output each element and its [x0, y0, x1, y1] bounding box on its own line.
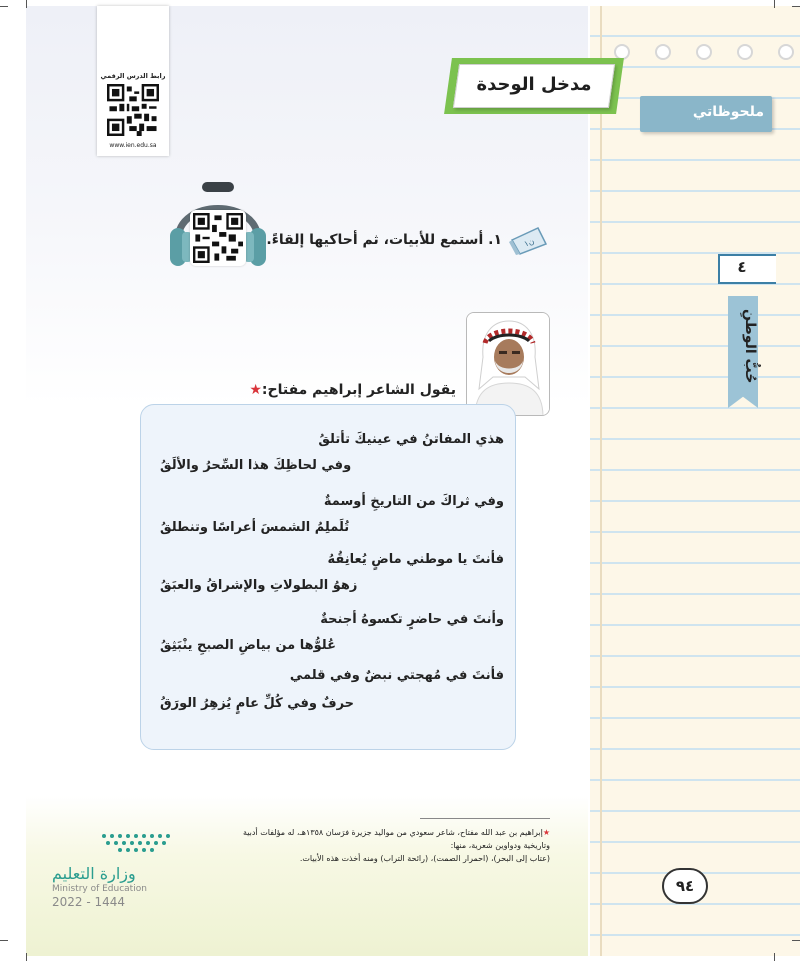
- verse-second-hemistich: عُلوُّها من بياضِ الصبحِ ينْبَثِقُ: [160, 638, 336, 653]
- footnote-rule: [420, 818, 550, 819]
- poem-intro-text: يقول الشاعر إبراهيم مفتاح:: [261, 382, 456, 398]
- poet-photo: [467, 313, 550, 416]
- crop-mark: [26, 0, 27, 8]
- verse-first-hemistich: وأنتَ في حاضرٍ تكسوهُ أجنحةٌ: [320, 612, 504, 627]
- footnote-star-icon: ★: [542, 828, 550, 837]
- page-number: ٩٤: [675, 877, 695, 895]
- verse-second-hemistich: تُلَملِمُ الشمسَ أعراسًا وتنطلقُ: [160, 520, 350, 535]
- activity-instruction: ١. أستمع للأبيات، ثم أحاكيها إلقاءً.: [266, 232, 502, 248]
- svg-text:ن۱: ن۱: [522, 236, 536, 249]
- binder-hole: [778, 44, 794, 60]
- crop-mark: [774, 953, 775, 961]
- crop-mark: [792, 6, 800, 7]
- crop-mark: [774, 0, 775, 8]
- qr-code-icon: [193, 213, 243, 263]
- digital-lesson-qr-card[interactable]: [97, 6, 169, 156]
- ministry-year: 2022 - 1444: [52, 895, 126, 909]
- unit-title: مدخل الوحدة: [476, 74, 592, 95]
- qr-card-title: رابط الدرس الرقمي: [100, 72, 166, 80]
- notes-label: ملحوظاتي: [692, 104, 764, 120]
- verse-first-hemistich: فأنتَ يا موطني ماضٍ يُعانِقُهُ: [327, 552, 504, 567]
- crop-mark: [0, 940, 8, 941]
- footnote: [240, 826, 550, 865]
- binder-holes: [614, 44, 794, 64]
- ministry-dots-icon: [100, 830, 172, 856]
- verse-first-hemistich: فأنتَ في مُهجتي نبضٌ وفي قلمي: [289, 668, 504, 683]
- poem-intro: [216, 382, 456, 398]
- verse-second-hemistich: زهوُ البطولاتِ والإشراقُ والعبَقُ: [160, 578, 358, 593]
- verse-second-hemistich: حرفٌ وفي كُلِّ عامٍ يُزهِرُ الورَقُ: [160, 696, 355, 711]
- poet-portrait: [466, 312, 550, 416]
- ministry-name-english: Ministry of Education: [52, 884, 147, 894]
- verse-first-hemistich: هذي المفاتنُ في عينيكَ تأتلقُ: [318, 432, 504, 447]
- notebook-margin-line: [600, 6, 602, 956]
- crop-mark: [792, 940, 800, 941]
- qr-card-url[interactable]: www.ien.edu.sa: [109, 142, 157, 149]
- binder-hole: [696, 44, 712, 60]
- qr-code-icon[interactable]: [107, 84, 159, 136]
- footnote-line-2: (عتاب إلى البحر)، (احمرار الصمت)، (رائحة التراب) ومنه أخذت هذه الأبيات.: [299, 854, 550, 863]
- binder-hole: [655, 44, 671, 60]
- footnote-text: إبراهيم بن عبد الله مفتاح، شاعر سعودي من مواليد جزيرة فرَسان ١٣٥٨هـ، له مؤلفات أدبية وتاريخية ودواوين شعرية، منها:: [242, 828, 550, 850]
- footnote-star-icon: ★: [249, 382, 262, 398]
- ministry-logo: [52, 830, 192, 909]
- crop-mark: [26, 953, 27, 961]
- footnote-line-1: [240, 826, 550, 852]
- ministry-name-arabic: وزارة التعليم: [52, 864, 136, 883]
- audio-qr-code[interactable]: [190, 210, 246, 266]
- binder-hole: [737, 44, 753, 60]
- notes-notebook: [590, 6, 800, 956]
- verse-first-hemistich: وفي ثراكَ من التاريخِ أوسمةٌ: [323, 494, 504, 509]
- unit-side-label: حُبُّ الوطنِ: [742, 308, 758, 384]
- listen-step-icon: [508, 226, 548, 256]
- crop-mark: [0, 6, 8, 7]
- unit-number: ٤: [737, 258, 747, 276]
- verse-second-hemistich: وفي لحاظِكَ هذا السِّحرُ والألَقُ: [160, 458, 352, 473]
